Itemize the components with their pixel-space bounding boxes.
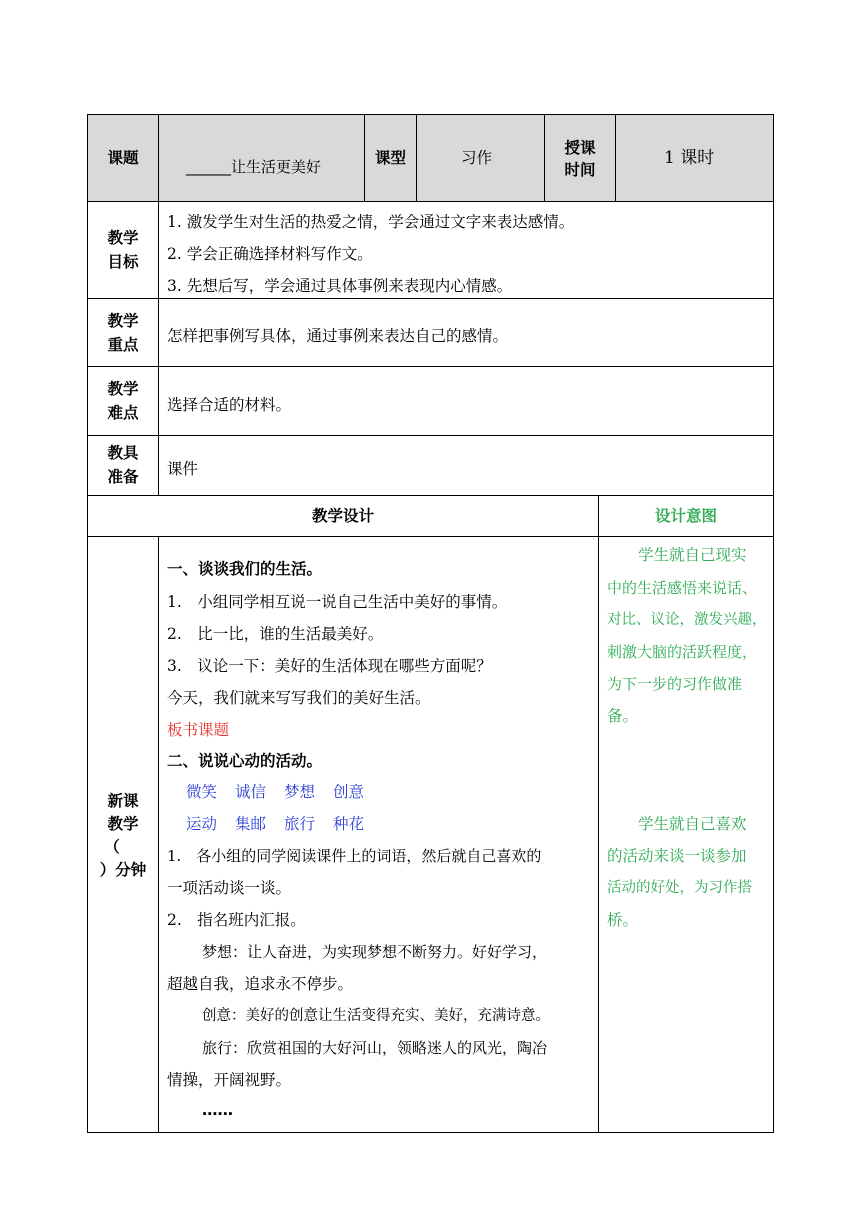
table-border-bottom	[87, 1132, 774, 1133]
intent-1-line-2: 中的生活感悟来说话、	[607, 579, 758, 597]
table-line-row4	[87, 435, 774, 436]
activity-word: 种花	[333, 815, 365, 833]
tools-label-line1: 教具	[107, 444, 139, 462]
time-value: 1 课时	[664, 148, 715, 168]
new-lesson-label-line2: 教学	[107, 815, 139, 833]
table-line-col-label	[158, 114, 159, 496]
section2-item-1-line-1: 1. 各小组的同学阅读课件上的词语，然后就自己喜欢的	[167, 847, 542, 865]
goal-item-1: 1. 激发学生对生活的热爱之情，学会通过文字来表达感情。	[167, 213, 575, 231]
travel-line-1: 旅行：欣赏祖国的大好河山，领略迷人的风光，陶冶	[202, 1039, 548, 1057]
intent-1-line-3: 对比、议论，激发兴趣，	[607, 612, 767, 628]
key-points-label-line2: 重点	[107, 336, 139, 354]
section2-item-1-line-2: 一项活动谈一谈。	[167, 879, 292, 897]
table-line-col-type-value	[416, 114, 417, 202]
intent-1-line-1: 学生就自己现实	[607, 546, 747, 564]
tools-label-line2: 准备	[107, 468, 139, 486]
goals-label-line2: 目标	[107, 253, 139, 271]
ellipsis: ……	[202, 1101, 233, 1119]
activity-word: 梦想	[284, 783, 316, 801]
goal-item-2: 2. 学会正确选择材料写作文。	[167, 245, 373, 263]
section1-item-1: 1. 小组同学相互说一说自己生活中美好的事情。	[167, 593, 508, 611]
design-header-right: 设计意图	[654, 507, 717, 525]
table-line-col-time-value	[615, 114, 616, 202]
time-label-line1: 授课	[564, 139, 596, 157]
table-border-top	[87, 114, 774, 115]
table-border-right	[773, 114, 774, 1133]
activity-words-row-2	[186, 814, 382, 834]
board-note: 板书课题	[167, 721, 230, 739]
difficulties-label-line1: 教学	[107, 380, 139, 398]
table-line-col-intent	[598, 495, 599, 1133]
section2-item-2: 2. 指名班内汇报。	[167, 911, 306, 929]
activity-word: 微笑	[186, 783, 218, 801]
new-lesson-label-line3: （	[104, 838, 120, 856]
goals-label-line1: 教学	[107, 229, 139, 247]
travel-line-2: 情操，开阔视野。	[167, 1071, 292, 1089]
section1-item-2: 2. 比一比，谁的生活最美好。	[167, 625, 384, 643]
intent-1-line-5: 为下一步的习作做准	[607, 675, 743, 693]
table-line-col-label-lower	[158, 536, 159, 1133]
difficulties-label-line2: 难点	[107, 404, 139, 422]
activity-word: 集邮	[235, 815, 267, 833]
topic-label: 课题	[107, 149, 139, 167]
table-line-row3	[87, 366, 774, 367]
intent-1-line-6: 备。	[607, 707, 639, 725]
intent-2-line-3: 活动的好处，为习作搭	[607, 880, 752, 896]
new-lesson-label-line4: ）分钟	[99, 861, 147, 879]
section2-title: 二、说说心动的活动。	[167, 752, 323, 770]
table-line-row2	[87, 298, 774, 299]
type-label: 课型	[374, 149, 406, 167]
goal-item-3: 3. 先想后写，学会通过具体事例来表现内心情感。	[167, 277, 513, 295]
key-points-label-line1: 教学	[107, 312, 139, 330]
activity-words-row-1	[186, 782, 382, 802]
difficulties-value: 选择合适的材料。	[167, 396, 292, 414]
intent-2-line-2: 的活动来谈一谈参加	[607, 847, 747, 865]
table-line-row6	[87, 536, 774, 537]
design-header-left: 教学设计	[311, 507, 374, 525]
idea-line: 创意：美好的创意让生活变得充实、美好，充满诗意。	[202, 1008, 550, 1024]
activity-word: 诚信	[235, 783, 267, 801]
activity-word: 旅行	[284, 815, 316, 833]
section1-title: 一、谈谈我们的生活。	[167, 560, 323, 578]
section1-summary: 今天，我们就来写写我们的美好生活。	[167, 689, 431, 707]
table-line-row1	[87, 201, 774, 202]
topic-value: ______让生活更美好	[186, 158, 322, 176]
dream-line-1: 梦想：让人奋进，为实现梦想不断努力。好好学习，	[202, 943, 548, 961]
new-lesson-label-line1: 新课	[107, 792, 139, 810]
intent-1-line-4: 刺激大脑的活跃程度，	[607, 643, 758, 661]
activity-word: 运动	[186, 815, 218, 833]
intent-2-line-4: 桥。	[607, 911, 639, 929]
dream-line-2: 超越自我，追求永不停步。	[167, 975, 354, 993]
key-points-value: 怎样把事例写具体，通过事例来表达自己的感情。	[167, 327, 509, 345]
activity-word: 创意	[333, 783, 365, 801]
time-label-line2: 时间	[564, 161, 596, 179]
tools-value: 课件	[167, 460, 199, 478]
table-line-row5	[87, 495, 774, 496]
intent-2-line-1: 学生就自己喜欢	[607, 815, 747, 833]
section1-item-3: 3. 议论一下：美好的生活体现在哪些方面呢？	[167, 657, 492, 675]
type-value: 习作	[461, 149, 493, 167]
